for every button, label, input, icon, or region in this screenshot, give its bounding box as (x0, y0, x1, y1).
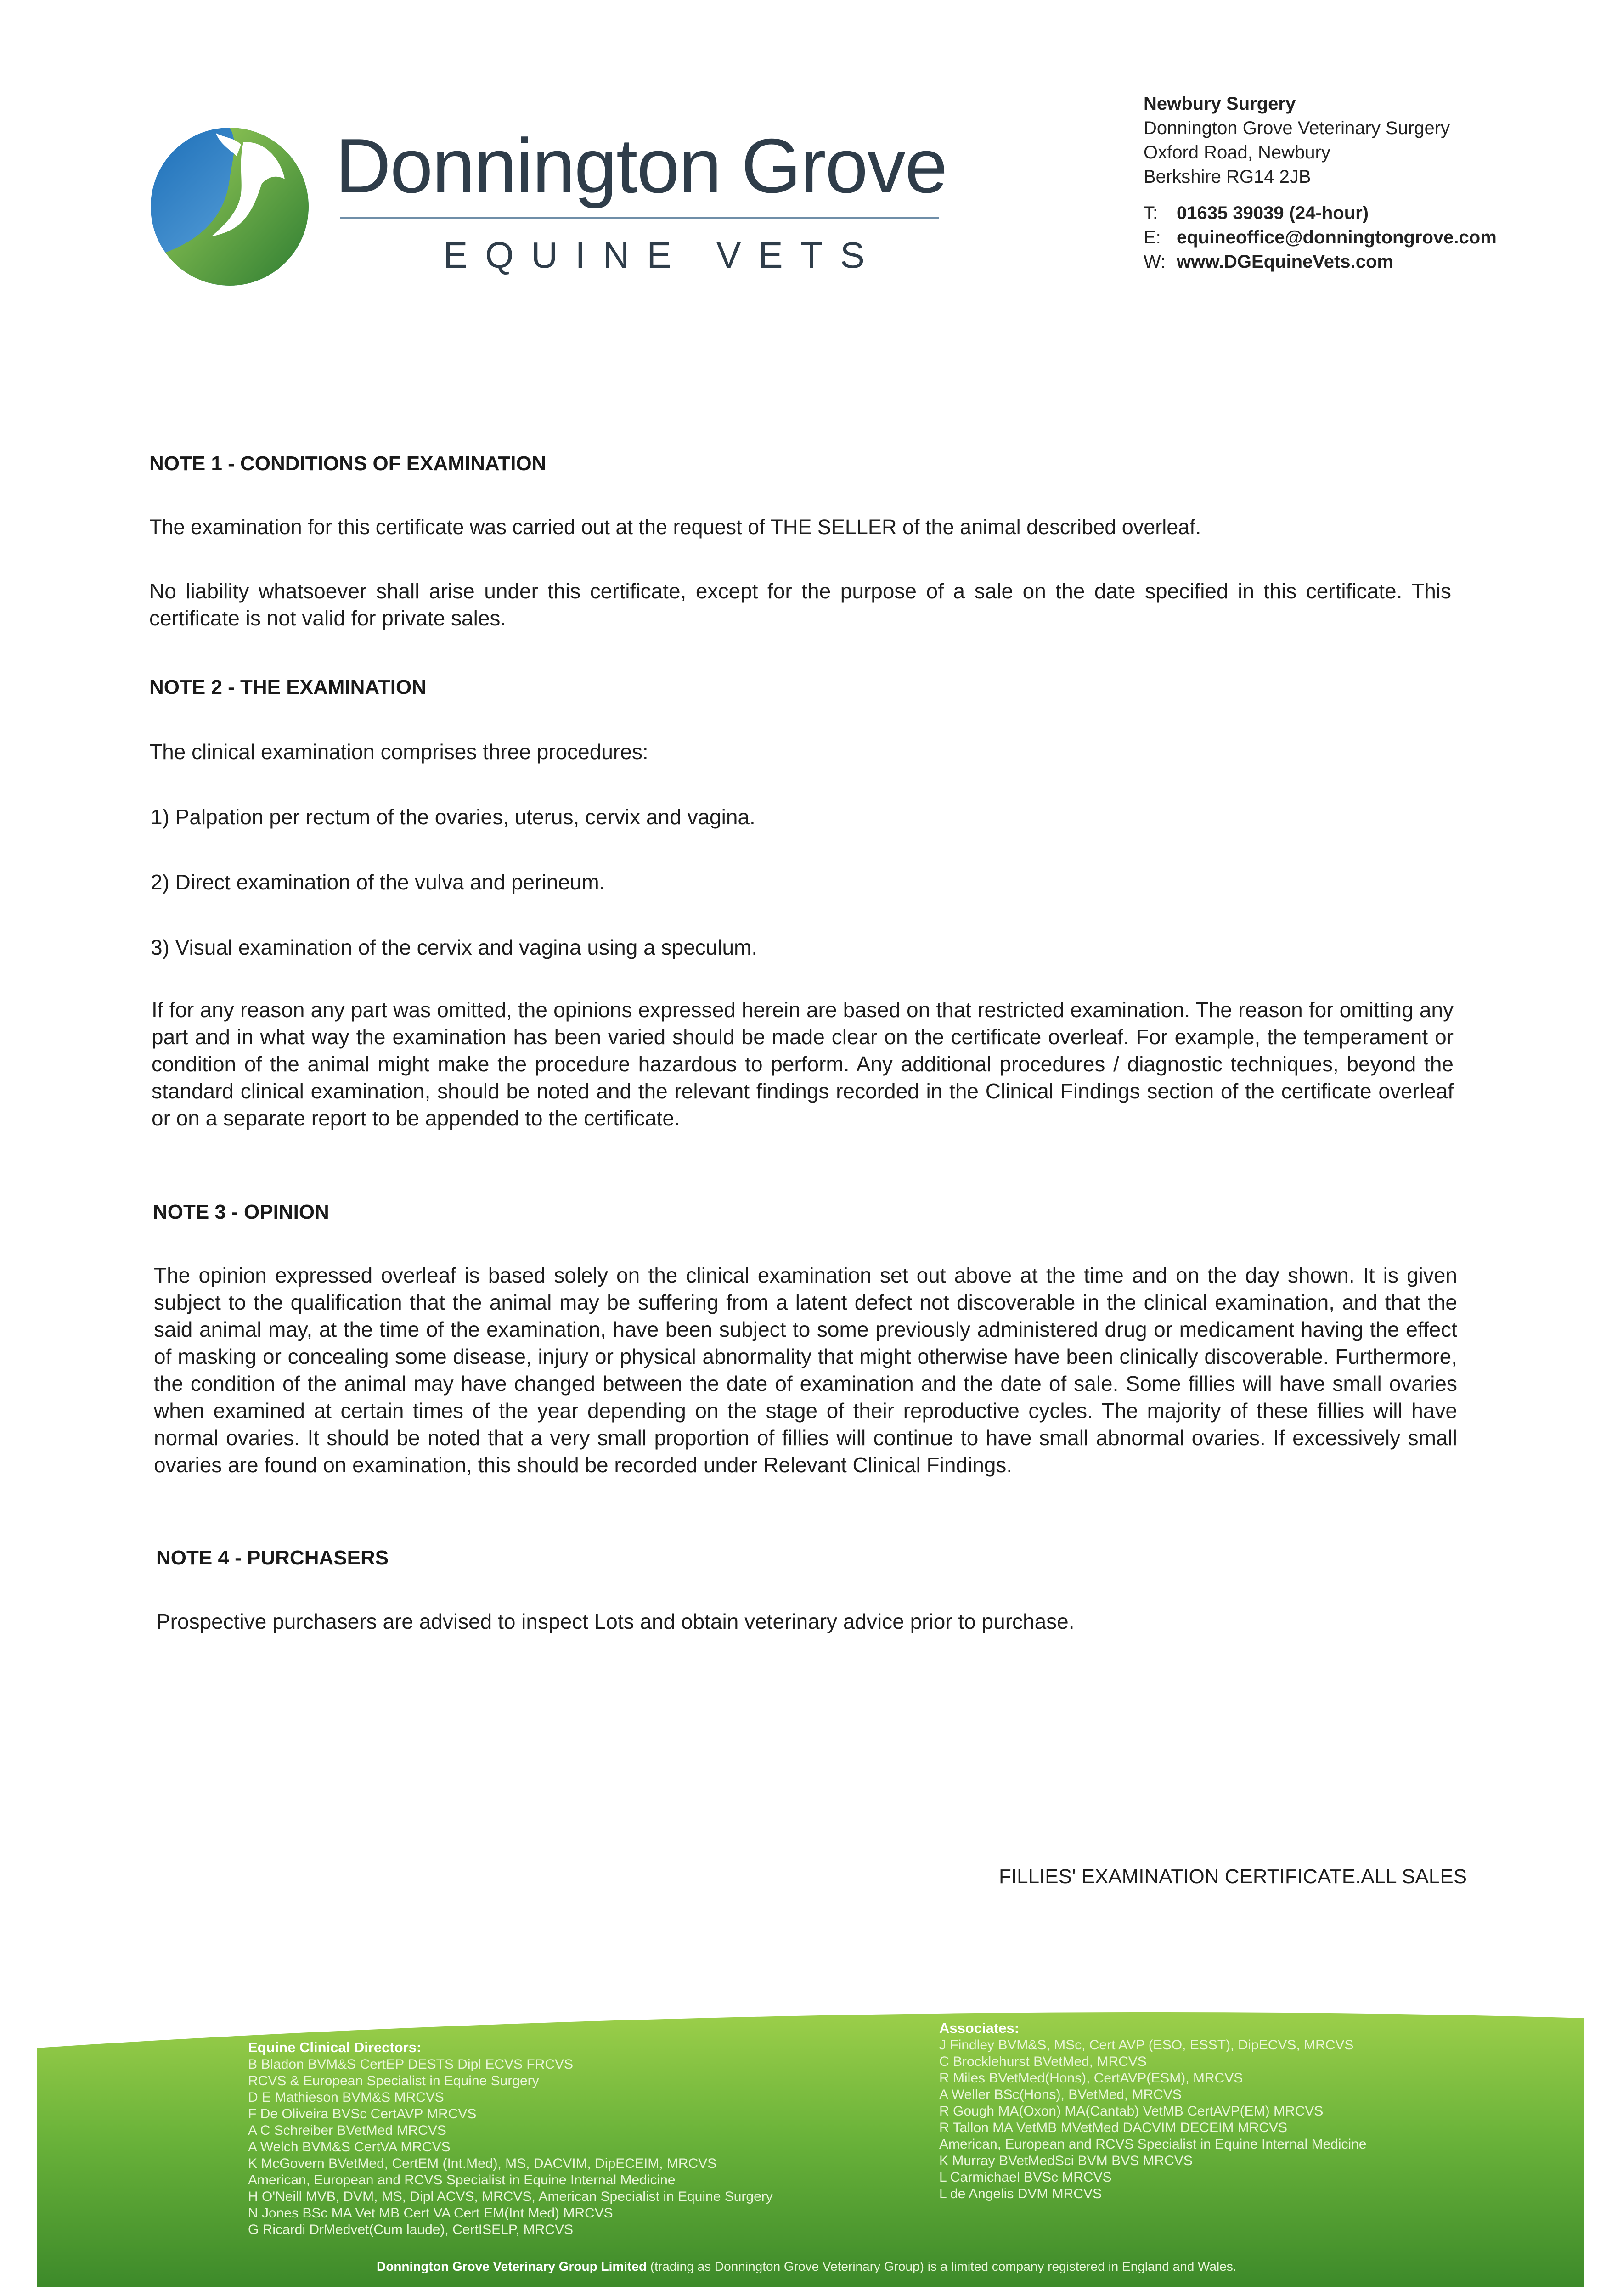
note1-heading: NOTE 1 - CONDITIONS OF EXAMINATION (149, 452, 547, 475)
web-row (1144, 250, 1497, 274)
note4-heading: NOTE 4 - PURCHASERS (156, 1547, 389, 1569)
company-name: Donnington Grove Veterinary Group Limited (377, 2259, 647, 2273)
note4-paragraph-1: Prospective purchasers are advised to inspect Lots and obtain veterinary advice prior to purchase. (156, 1609, 1075, 1633)
company-text: (trading as Donnington Grove Veterinary Group) is a limited company registered in England and Wales. (650, 2259, 1237, 2273)
note2-item-1: 1) Palpation per rectum of the ovaries, uterus, cervix and vagina. (151, 805, 755, 829)
note1-paragraph-2: No liability whatsoever shall arise under this certificate, except for the purpose of a sale on the date specified in this certificate. This certificate is not valid for private sales. (149, 579, 1451, 630)
associate-line: American, European and RCVS Specialist in Equine Internal Medicine (939, 2137, 1367, 2152)
director-line: A C Schreiber BVetMed MRCVS (248, 2123, 446, 2138)
company-registration-line (377, 2259, 1237, 2274)
email-label: E: (1144, 227, 1161, 248)
associate-line: L de Angelis DVM MRCVS (939, 2186, 1102, 2201)
address-line-3: Berkshire RG14 2JB (1144, 167, 1311, 187)
director-line: RCVS & European Specialist in Equine Surgery (248, 2073, 539, 2088)
web-label: W: (1144, 252, 1166, 272)
phone-row (1144, 201, 1497, 225)
brand-name: Donnington Grove (335, 123, 947, 209)
phone-label: T: (1144, 203, 1158, 223)
brand-subtitle: EQUINE VETS (443, 235, 882, 276)
brand-divider (340, 217, 939, 219)
associates-title: Associates: (939, 2020, 1020, 2036)
director-line: A Welch BVM&S CertVA MRCVS (248, 2139, 451, 2155)
certificate-reference: FILLIES' EXAMINATION CERTIFICATE.ALL SALES (999, 1865, 1467, 1888)
director-line: B Bladon BVM&S CertEP DESTS Dipl ECVS FRCVS (248, 2057, 574, 2072)
director-line: G Ricardi DrMedvet(Cum laude), CertISELP, MRCVS (248, 2222, 573, 2237)
director-line: K McGovern BVetMed, CertEM (Int.Med), MS, DACVIM, DipECEIM, MRCVS (248, 2156, 717, 2171)
director-line: F De Oliveira BVSc CertAVP MRCVS (248, 2106, 477, 2122)
associate-line: L Carmichael BVSc MRCVS (939, 2170, 1112, 2185)
director-line: American, European and RCVS Specialist in Equine Internal Medicine (248, 2172, 676, 2188)
associate-line: R Gough MA(Oxon) MA(Cantab) VetMB CertAVP(EM) MRCVS (939, 2104, 1324, 2119)
associates-block (939, 2020, 1367, 2202)
note2-intro: The clinical examination comprises three procedures: (149, 740, 648, 764)
email-link[interactable]: equineoffice@donningtongrove.com (1177, 227, 1497, 248)
director-line: D E Mathieson BVM&S MRCVS (248, 2090, 444, 2105)
note1-paragraph-1: The examination for this certificate was carried out at the request of THE SELLER of the animal described overleaf. (149, 515, 1201, 539)
surgery-name: Newbury Surgery (1144, 94, 1296, 114)
associate-line: R Miles BVetMed(Hons), CertAVP(ESM), MRCVS (939, 2071, 1243, 2086)
note3-heading: NOTE 3 - OPINION (153, 1201, 329, 1223)
address-line-2: Oxford Road, Newbury (1144, 142, 1330, 163)
director-line: H O'Neill MVB, DVM, MS, Dipl ACVS, MRCVS, American Specialist in Equine Surgery (248, 2189, 773, 2204)
logo-horse-head-icon (147, 124, 312, 289)
address-line-1: Donnington Grove Veterinary Surgery (1144, 118, 1450, 138)
directors-title: Equine Clinical Directors: (248, 2039, 422, 2055)
note2-paragraph-2: If for any reason any part was omitted, the opinions expressed herein are based on that restricted examination. The reason for omitting any part and in what way the examination has been varied should be made clear on the certificate overleaf. For example, the temperament or condition of the animal might make the procedure hazardous to perform. Any additional procedures / diagnostic techniques, beyond the standard clinical examination, should be noted and the relevant findings recorded in the Clinical Findings section of the certificate overleaf or on a separate report to be appended to the certificate. (152, 998, 1454, 1130)
director-line: N Jones BSc MA Vet MB Cert VA Cert EM(Int Med) MRCVS (248, 2206, 613, 2221)
note3-paragraph-1: The opinion expressed overleaf is based solely on the clinical examination set out above at the time and on the day shown. It is given subject to the qualification that the animal may be suffering from a latent defect not discoverable in the clinical examination, and that the said animal may, at the time of the examination, have been subject to some previously administered drug or medicament having the effect of masking or concealing some disease, injury or physical abnormality that might otherwise have been clinically discoverable. Furthermore, the condition of the animal may have changed between the date of examination and the date of sale. Some fillies will have small ovaries when examined at certain times of the year depending on the stage of their reproductive cycles. The majority of these fillies will have normal ovaries. It should be noted that a very small proportion of fillies will continue to have small abnormal ovaries. If excessively small ovaries are found on examination, this should be recorded under Relevant Clinical Findings. (154, 1263, 1457, 1477)
directors-block (248, 2039, 773, 2238)
note2-heading: NOTE 2 - THE EXAMINATION (149, 676, 426, 698)
associate-line: J Findley BVM&S, MSc, Cert AVP (ESO, ESST), DipECVS, MRCVS (939, 2037, 1354, 2053)
associate-line: K Murray BVetMedSci BVM BVS MRCVS (939, 2153, 1193, 2168)
associate-line: C Brocklehurst BVetMed, MRCVS (939, 2054, 1147, 2069)
website-link[interactable]: www.DGEquineVets.com (1177, 252, 1393, 272)
contact-block (1144, 92, 1497, 274)
associate-line: R Tallon MA VetMB MVetMed DACVIM DECEIM MRCVS (939, 2120, 1287, 2135)
email-row (1144, 225, 1497, 250)
note2-item-3: 3) Visual examination of the cervix and vagina using a speculum. (151, 935, 758, 959)
phone-number: 01635 39039 (24-hour) (1177, 203, 1369, 223)
note2-item-2: 2) Direct examination of the vulva and perineum. (151, 870, 605, 894)
associate-line: A Weller BSc(Hons), BVetMed, MRCVS (939, 2087, 1182, 2102)
